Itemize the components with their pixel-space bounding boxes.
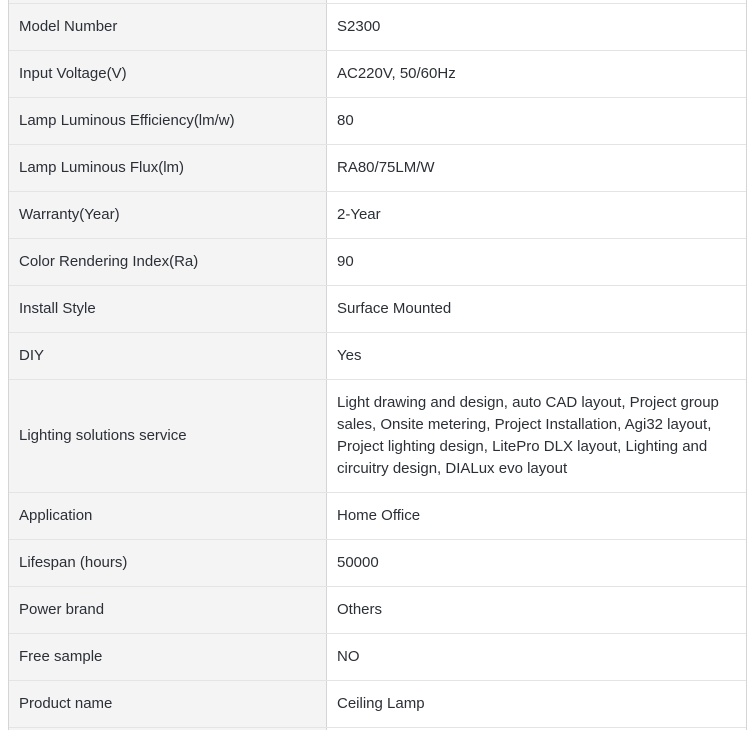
spec-value: AC220V, 50/60Hz (337, 65, 456, 82)
spec-value: 80 (337, 112, 354, 129)
spec-label-cell (9, 333, 327, 379)
table-row (9, 286, 746, 333)
table-row (9, 4, 746, 51)
spec-label-cell (9, 286, 327, 332)
table-row (9, 51, 746, 98)
spec-value-cell (327, 51, 746, 97)
spec-label: Application (19, 507, 93, 524)
spec-label: Free sample (19, 648, 103, 665)
spec-label-cell (9, 51, 327, 97)
spec-label-cell (9, 239, 327, 285)
spec-label-cell (9, 4, 327, 50)
spec-value-cell (327, 286, 746, 332)
spec-label-cell (9, 192, 327, 238)
table-row (9, 540, 746, 587)
spec-value: Yes (337, 347, 362, 364)
spec-value-cell (327, 587, 746, 633)
spec-value-cell (327, 4, 746, 50)
table-row (9, 98, 746, 145)
spec-value-cell (327, 493, 746, 539)
table-row (9, 145, 746, 192)
cutoff-row-bottom (9, 728, 746, 730)
spec-value-cell (327, 634, 746, 680)
table-row (9, 380, 746, 493)
spec-table (8, 0, 747, 730)
spec-label: DIY (19, 347, 45, 364)
spec-value-cell (327, 681, 746, 727)
table-row (9, 333, 746, 380)
spec-label: Input Voltage(V) (19, 65, 127, 82)
spec-label: Lamp Luminous Flux(lm) (19, 159, 185, 176)
spec-label-cell (9, 587, 327, 633)
spec-label-cell (9, 540, 327, 586)
spec-label: Warranty(Year) (19, 206, 120, 223)
spec-value: S2300 (337, 18, 381, 35)
spec-value-cell (327, 333, 746, 379)
spec-value-cell (327, 540, 746, 586)
table-row (9, 681, 746, 728)
spec-value: Surface Mounted (337, 300, 452, 317)
spec-value-cell (327, 239, 746, 285)
table-row (9, 239, 746, 286)
spec-value-cell (327, 145, 746, 191)
spec-label: Model Number (19, 18, 118, 35)
spec-label: Lamp Luminous Efficiency(lm/w) (19, 112, 235, 129)
spec-value-cell (327, 380, 746, 492)
spec-label-cell (9, 493, 327, 539)
spec-label-cell (9, 681, 327, 727)
spec-value-cell (327, 0, 746, 3)
spec-label: Product name (19, 695, 113, 712)
spec-value: Others (337, 601, 383, 618)
spec-value: 90 (337, 253, 354, 270)
table-row (9, 192, 746, 239)
spec-value: NO (337, 648, 360, 665)
spec-value-cell (327, 98, 746, 144)
spec-label: Lifespan (hours) (19, 554, 128, 571)
spec-label-cell (9, 145, 327, 191)
spec-value: 50000 (337, 554, 379, 571)
spec-label-cell (9, 0, 327, 3)
spec-value: Ceiling Lamp (337, 695, 425, 712)
spec-value: Home Office (337, 507, 421, 524)
spec-value-cell (327, 192, 746, 238)
spec-value: RA80/75LM/W (337, 159, 435, 176)
spec-value: 2-Year (337, 206, 381, 223)
spec-label-cell (9, 380, 327, 492)
spec-label: Lighting solutions service (19, 427, 187, 444)
spec-label: Color Rendering Index(Ra) (19, 253, 199, 270)
spec-label: Power brand (19, 601, 105, 618)
spec-value: Light drawing and design, auto CAD layout, Project group sales, Onsite metering, Project Installation, Agi32 layout, Project lighting design, LitePro DLX layout, Lighting and circuitry design, DIALux evo layout (337, 394, 719, 477)
spec-label: Install Style (19, 300, 96, 317)
table-row (9, 587, 746, 634)
spec-label-cell (9, 98, 327, 144)
spec-label-cell (9, 634, 327, 680)
spec-label-cell (9, 728, 327, 730)
table-row (9, 493, 746, 540)
table-row (9, 634, 746, 681)
spec-value-cell (327, 728, 746, 730)
